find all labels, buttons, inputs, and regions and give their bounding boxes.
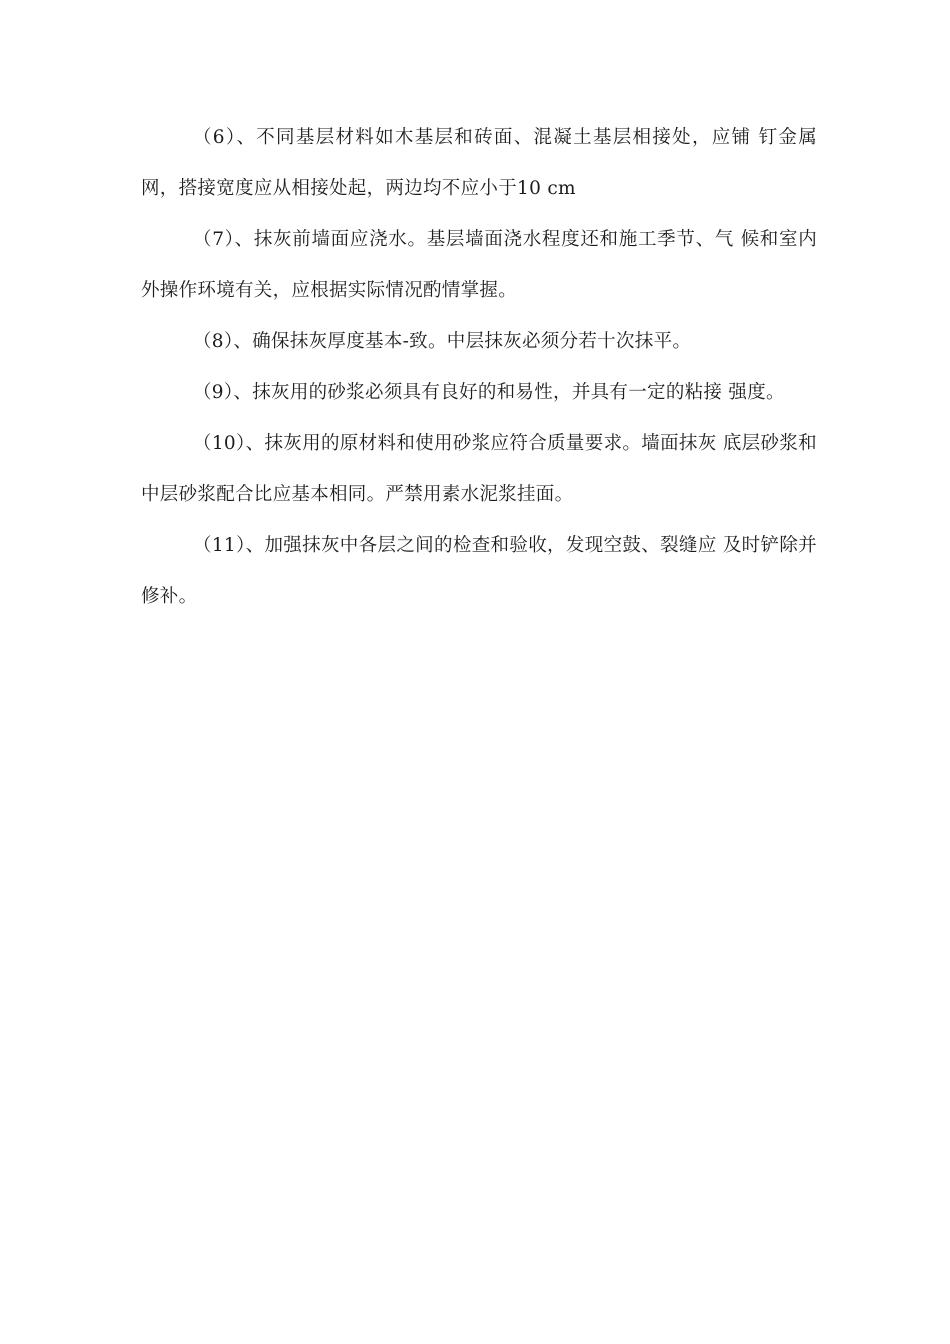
paragraph-7: （7）、抹灰前墙面应浇水。基层墙面浇水程度还和施工季节、气 候和室内外操作环境有关，应根据实际情况酌情掌握。 [141, 229, 817, 301]
document-body [141, 112, 817, 622]
paragraph-8: （8）、确保抹灰厚度基本-致。中层抹灰必须分若十次抹平。 [193, 331, 692, 352]
paragraph-9: （9）、抹灰用的砂浆必须具有良好的和易性，并具有一定的粘接 强度。 [193, 382, 785, 403]
paragraph-11: （11）、加强抹灰中各层之间的检查和验收，发现空鼓、裂缝应 及时铲除并修补。 [141, 535, 817, 607]
paragraph-6: （6）、不同基层材料如木基层和砖面、混凝土基层相接处，应铺 钉金属网，搭接宽度应从相接处起，两边均不应小于10 cm [141, 127, 817, 199]
paragraph-10: （10）、抹灰用的原材料和使用砂浆应符合质量要求。墙面抹灰 底层砂浆和中层砂浆配合比应基本相同。严禁用素水泥浆挂面。 [141, 433, 817, 505]
